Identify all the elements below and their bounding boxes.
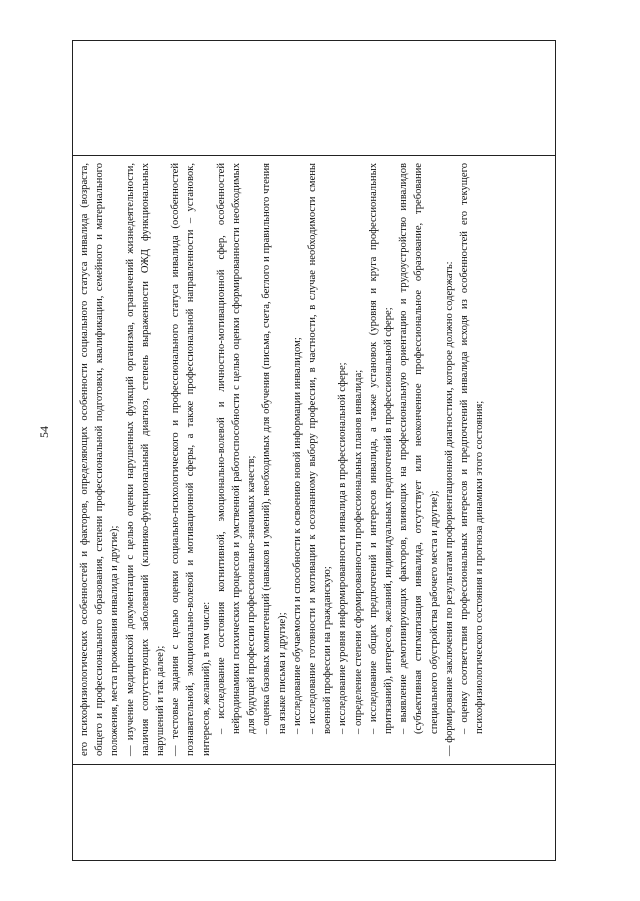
paragraph: – исследование состояния когнитивной, эмоционально-волевой и личностно-мотивационной сфер, особенностей нейродинамики психических процессов и умственной работоспособности с целью оценки сформированности необходимых для будущей профессии профессионально-значимых качеств; (215, 163, 258, 734)
paragraph: – исследование обучаемости и способности к освоению новой информации инвалидом; (291, 337, 303, 734)
content-table (72, 40, 556, 861)
paragraph: – выявление демотивирующих факторов, влияющих на профессиональную ориентацию и трудоустройство инвалидов (субъективная стигматизация инвалида, отсутствует или неоконченное профессиональное образование, требование специального обустройства рабочего места и другие); (398, 163, 440, 734)
paragraph: – оценку соответствия профессиональных интересов и предпочтений инвалида исходя из особенностей его текущего психофизиологического состояния и прогноза динамики этого состояния; (459, 163, 486, 734)
paragraph: – оценка базовых компетенций (навыков и умений), необходимых для обучения (письма, счета, беглого и правильного чтения на языке письма и другие); (261, 163, 288, 734)
paragraph: – исследование уровня информированности инвалида в профессиональной сфере; (337, 362, 349, 734)
page-number: 54 (37, 426, 51, 438)
paragraph: – исследование готовности и мотивации к осознанному выбору профессии, в частности, в случае необходимости смены военной профессии на гражданскую; (307, 163, 334, 734)
cell-text-rotated (73, 156, 555, 763)
paragraph: его психофизиологических особенностей и факторов, определяющих особенности социального статуса инвалида (возраста, общего и профессионального образования, степени профессиональной подготовки, квалификации, семейного и материального положения, места проживания инвалида и другие); (79, 163, 121, 756)
paragraph: — изучение медицинской документации с целью оценки нарушенных функций организма, ограничений жизнедеятельности, наличия сопутствующих заболеваний (клинико-функциональный диагноз, степень выраженности ОЖД функциональных нарушений и так далее); (124, 163, 167, 756)
paragraph: — формирование заключения по результатам профориентационной диагностики, которое должно содержать: (443, 261, 455, 756)
paragraph: – определение степени сформированности профессиональных планов инвалида; (352, 369, 364, 734)
table-cell (73, 156, 555, 763)
paragraph: – исследование общих предпочтений и интересов инвалида, а также установок (уровня и круга профессиональных притязаний), интересов, желаний, индивидуальных предпочтений в профессиональной сфере; (367, 163, 395, 734)
row-divider-bottom (73, 764, 555, 765)
paragraph: — тестовые задания с целью оценки социально-психологического и профессионального статуса инвалида (особенностей познавательной, эмоционально-волевой и мотивационной сферы, а также профессиональной направленности – установок, интересов, желаний), в том числе: (170, 163, 212, 756)
